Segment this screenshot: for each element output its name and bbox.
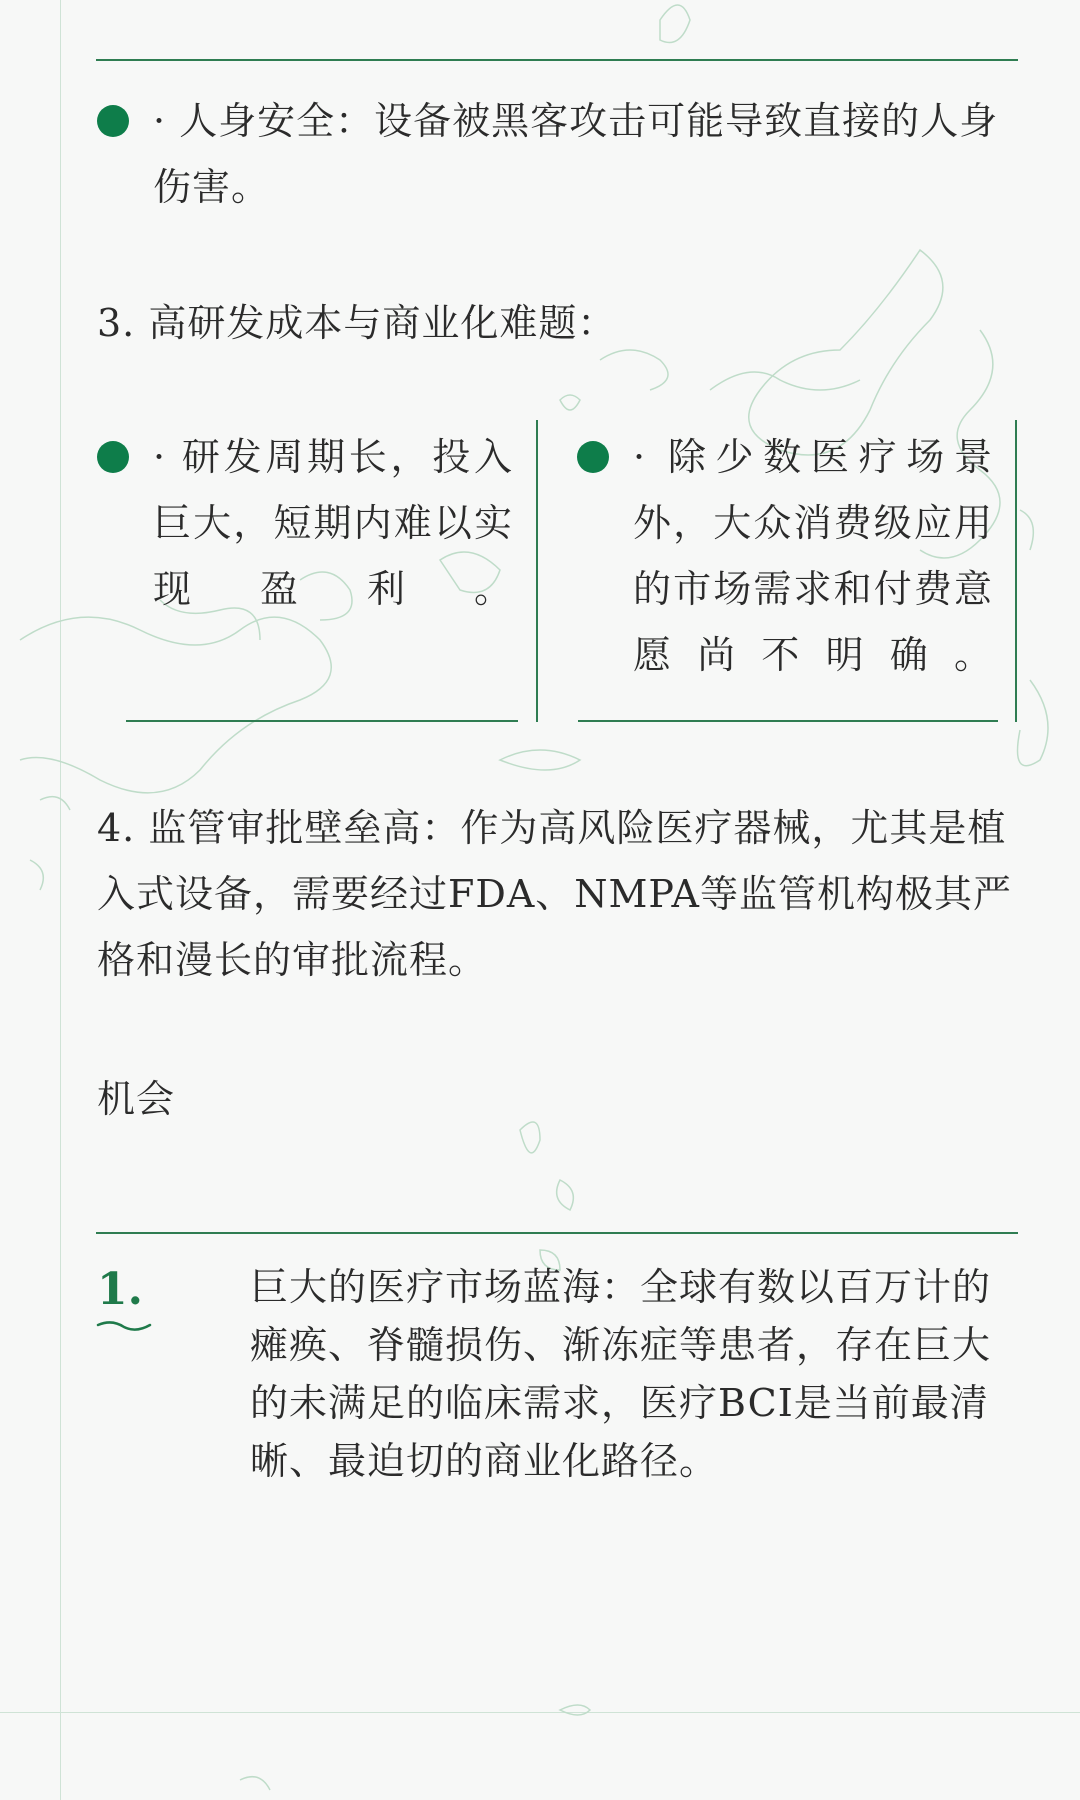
section-rule-opportunity	[96, 1232, 1018, 1234]
section-rule-top	[96, 59, 1018, 61]
margin-guide-horizontal	[0, 1712, 1080, 1713]
margin-guide-vertical	[60, 0, 61, 1800]
item-1-number: 1.	[97, 1264, 143, 1315]
item-1-underline	[96, 1315, 152, 1331]
card-left-bottom-rule	[126, 720, 518, 722]
card-left-bullet-dot	[97, 441, 129, 473]
card-right-text: · 除少数医疗场景外，大众消费级应用的市场需求和付费意愿尚不明确。	[633, 435, 993, 677]
heading-3: 3. 高研发成本与商业化难题：	[97, 301, 617, 345]
section-title-opportunity: 机会	[97, 1077, 176, 1121]
bullet-safety-text: · 人身安全：设备被黑客攻击可能导致直接的人身伤害。	[153, 99, 999, 209]
item-1-text: 巨大的医疗市场蓝海：全球有数以百万计的瘫痪、脊髓损伤、渐冻症等患者，存在巨大的未满足的临床需求，医疗BCI是当前最清晰、最迫切的商业化路径。	[250, 1265, 992, 1483]
card-right-bottom-rule	[578, 720, 998, 722]
card-left-divider	[536, 420, 538, 722]
card-right-bullet-dot	[577, 441, 609, 473]
bullet-dot	[97, 105, 129, 137]
card-left-text: · 研发周期长，投入巨大，短期内难以实现盈利。	[153, 435, 513, 611]
card-right-divider	[1015, 420, 1017, 722]
heading-4-paragraph: 4. 监管审批壁垒高：作为高风险医疗器械，尤其是植入式设备，需要经过FDA、NMPA等监管机构极其严格和漫长的审批流程。	[97, 806, 1012, 982]
